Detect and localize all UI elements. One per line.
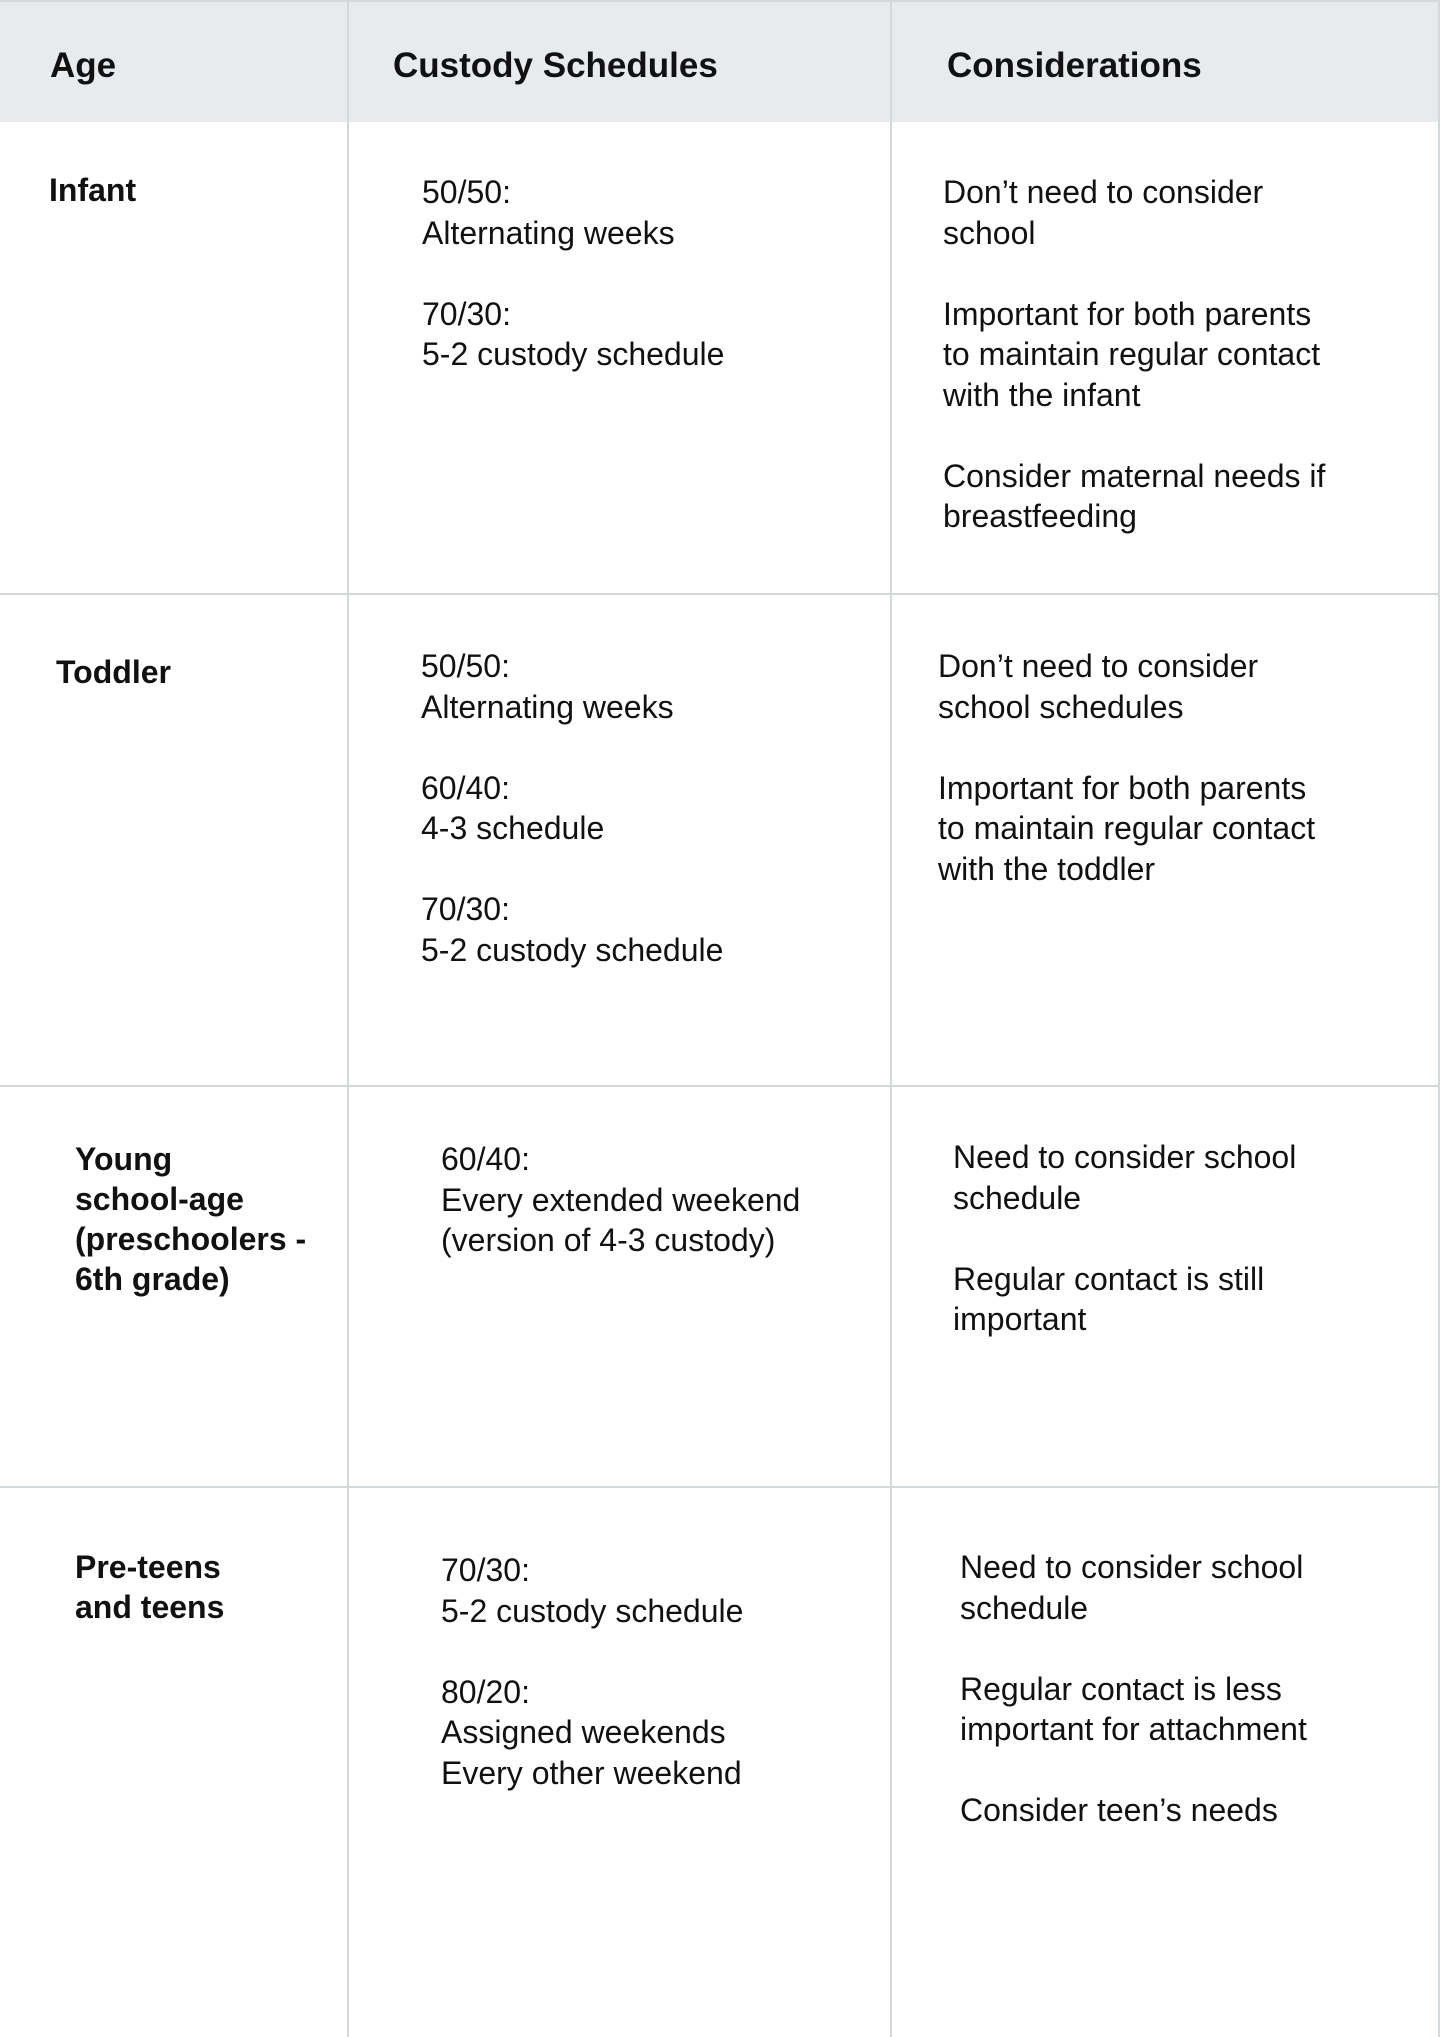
schedule-ratio: 50/50: [421, 648, 510, 684]
consideration-item [938, 646, 1315, 727]
consideration-text: Important for both parents [938, 769, 1307, 806]
row-divider-1 [0, 593, 1440, 595]
consideration-text: with the infant [943, 376, 1141, 413]
considerations-cell [953, 1137, 1296, 1340]
schedule-description: 5-2 custody schedule [441, 1592, 744, 1629]
consideration-item [960, 1669, 1307, 1750]
schedule-description: (version of 4-3 custody) [441, 1222, 776, 1258]
schedule-description: Assigned weekends [441, 1714, 726, 1750]
schedule-ratio: 70/30: [421, 891, 510, 927]
schedule-description: Alternating weeks [421, 688, 674, 725]
consideration-text: with the toddler [938, 850, 1156, 887]
column-divider-1 [347, 0, 349, 2037]
schedule-option [441, 1672, 743, 1794]
consideration-text: breastfeeding [943, 498, 1137, 534]
column-divider-2 [890, 0, 892, 2037]
schedule-ratio: 70/30: [441, 1552, 530, 1588]
schedules-cell [441, 1139, 800, 1261]
row-divider-3 [0, 1486, 1440, 1488]
consideration-item [943, 172, 1325, 253]
schedule-ratio: 70/30: [422, 295, 511, 332]
header-considerations: Considerations [947, 46, 1202, 85]
consideration-item [953, 1259, 1296, 1340]
age-cell [49, 170, 136, 210]
schedule-option [421, 646, 723, 727]
age-label: school-age [75, 1181, 244, 1217]
consideration-text: Regular contact is still [953, 1260, 1265, 1297]
consideration-text: school schedules [938, 688, 1184, 725]
age-cell [75, 1547, 224, 1627]
schedule-description: 4-3 schedule [421, 810, 605, 846]
age-label: (preschoolers - [75, 1221, 307, 1257]
consideration-text: important for attachment [960, 1711, 1307, 1747]
consideration-text: Don’t need to consider [938, 648, 1259, 684]
age-label: Toddler [56, 654, 171, 690]
age-label: Young [75, 1141, 173, 1177]
schedule-description: Every extended weekend [441, 1181, 801, 1218]
schedule-ratio: 80/20: [441, 1673, 530, 1710]
consideration-item [943, 294, 1325, 416]
header-custody-schedules: Custody Schedules [393, 46, 718, 85]
consideration-text: schedule [953, 1179, 1082, 1216]
schedule-ratio: 60/40: [421, 769, 510, 806]
consideration-item [943, 456, 1325, 537]
consideration-item [953, 1137, 1296, 1218]
header-age: Age [50, 46, 117, 85]
consideration-text: Don’t need to consider [943, 174, 1264, 210]
age-label: 6th grade) [75, 1261, 230, 1297]
schedule-ratio: 60/40: [441, 1141, 530, 1177]
considerations-cell [960, 1547, 1307, 1831]
consideration-text: Important for both parents [943, 295, 1312, 332]
considerations-cell [938, 646, 1315, 889]
age-cell [75, 1139, 306, 1299]
consideration-text: Consider maternal needs if [943, 457, 1326, 494]
schedule-ratio: 50/50: [422, 174, 511, 210]
schedule-option [421, 889, 723, 970]
schedules-cell [441, 1550, 743, 1793]
consideration-text: to maintain regular contact [943, 336, 1321, 372]
age-cell [56, 652, 171, 692]
table-header [0, 0, 1440, 122]
age-label: and teens [75, 1589, 225, 1625]
age-label: Pre-teens [75, 1549, 221, 1585]
consideration-text: schedule [960, 1589, 1089, 1626]
schedules-cell [421, 646, 723, 970]
considerations-cell [943, 172, 1325, 537]
schedule-option [441, 1550, 743, 1631]
consideration-item [960, 1547, 1307, 1628]
schedule-option [441, 1139, 800, 1261]
consideration-text: Consider teen’s needs [960, 1792, 1278, 1828]
consideration-text: Need to consider school [953, 1139, 1297, 1175]
consideration-text: to maintain regular contact [938, 810, 1316, 846]
table-top-border [0, 0, 1440, 2]
consideration-text: school [943, 214, 1036, 251]
consideration-text: important [953, 1301, 1087, 1337]
schedule-option [421, 768, 723, 849]
schedule-option [422, 294, 724, 375]
row-divider-2 [0, 1085, 1440, 1087]
consideration-item [938, 768, 1315, 890]
schedule-description: 5-2 custody schedule [422, 336, 725, 372]
schedule-description: 5-2 custody schedule [421, 931, 724, 968]
age-label: Infant [49, 172, 137, 208]
schedule-description: Every other weekend [441, 1754, 742, 1791]
consideration-text: Regular contact is less [960, 1670, 1282, 1707]
consideration-item [960, 1790, 1307, 1831]
schedule-description: Alternating weeks [422, 214, 675, 251]
consideration-text: Need to consider school [960, 1549, 1304, 1585]
schedules-cell [422, 172, 724, 375]
schedule-option [422, 172, 724, 253]
